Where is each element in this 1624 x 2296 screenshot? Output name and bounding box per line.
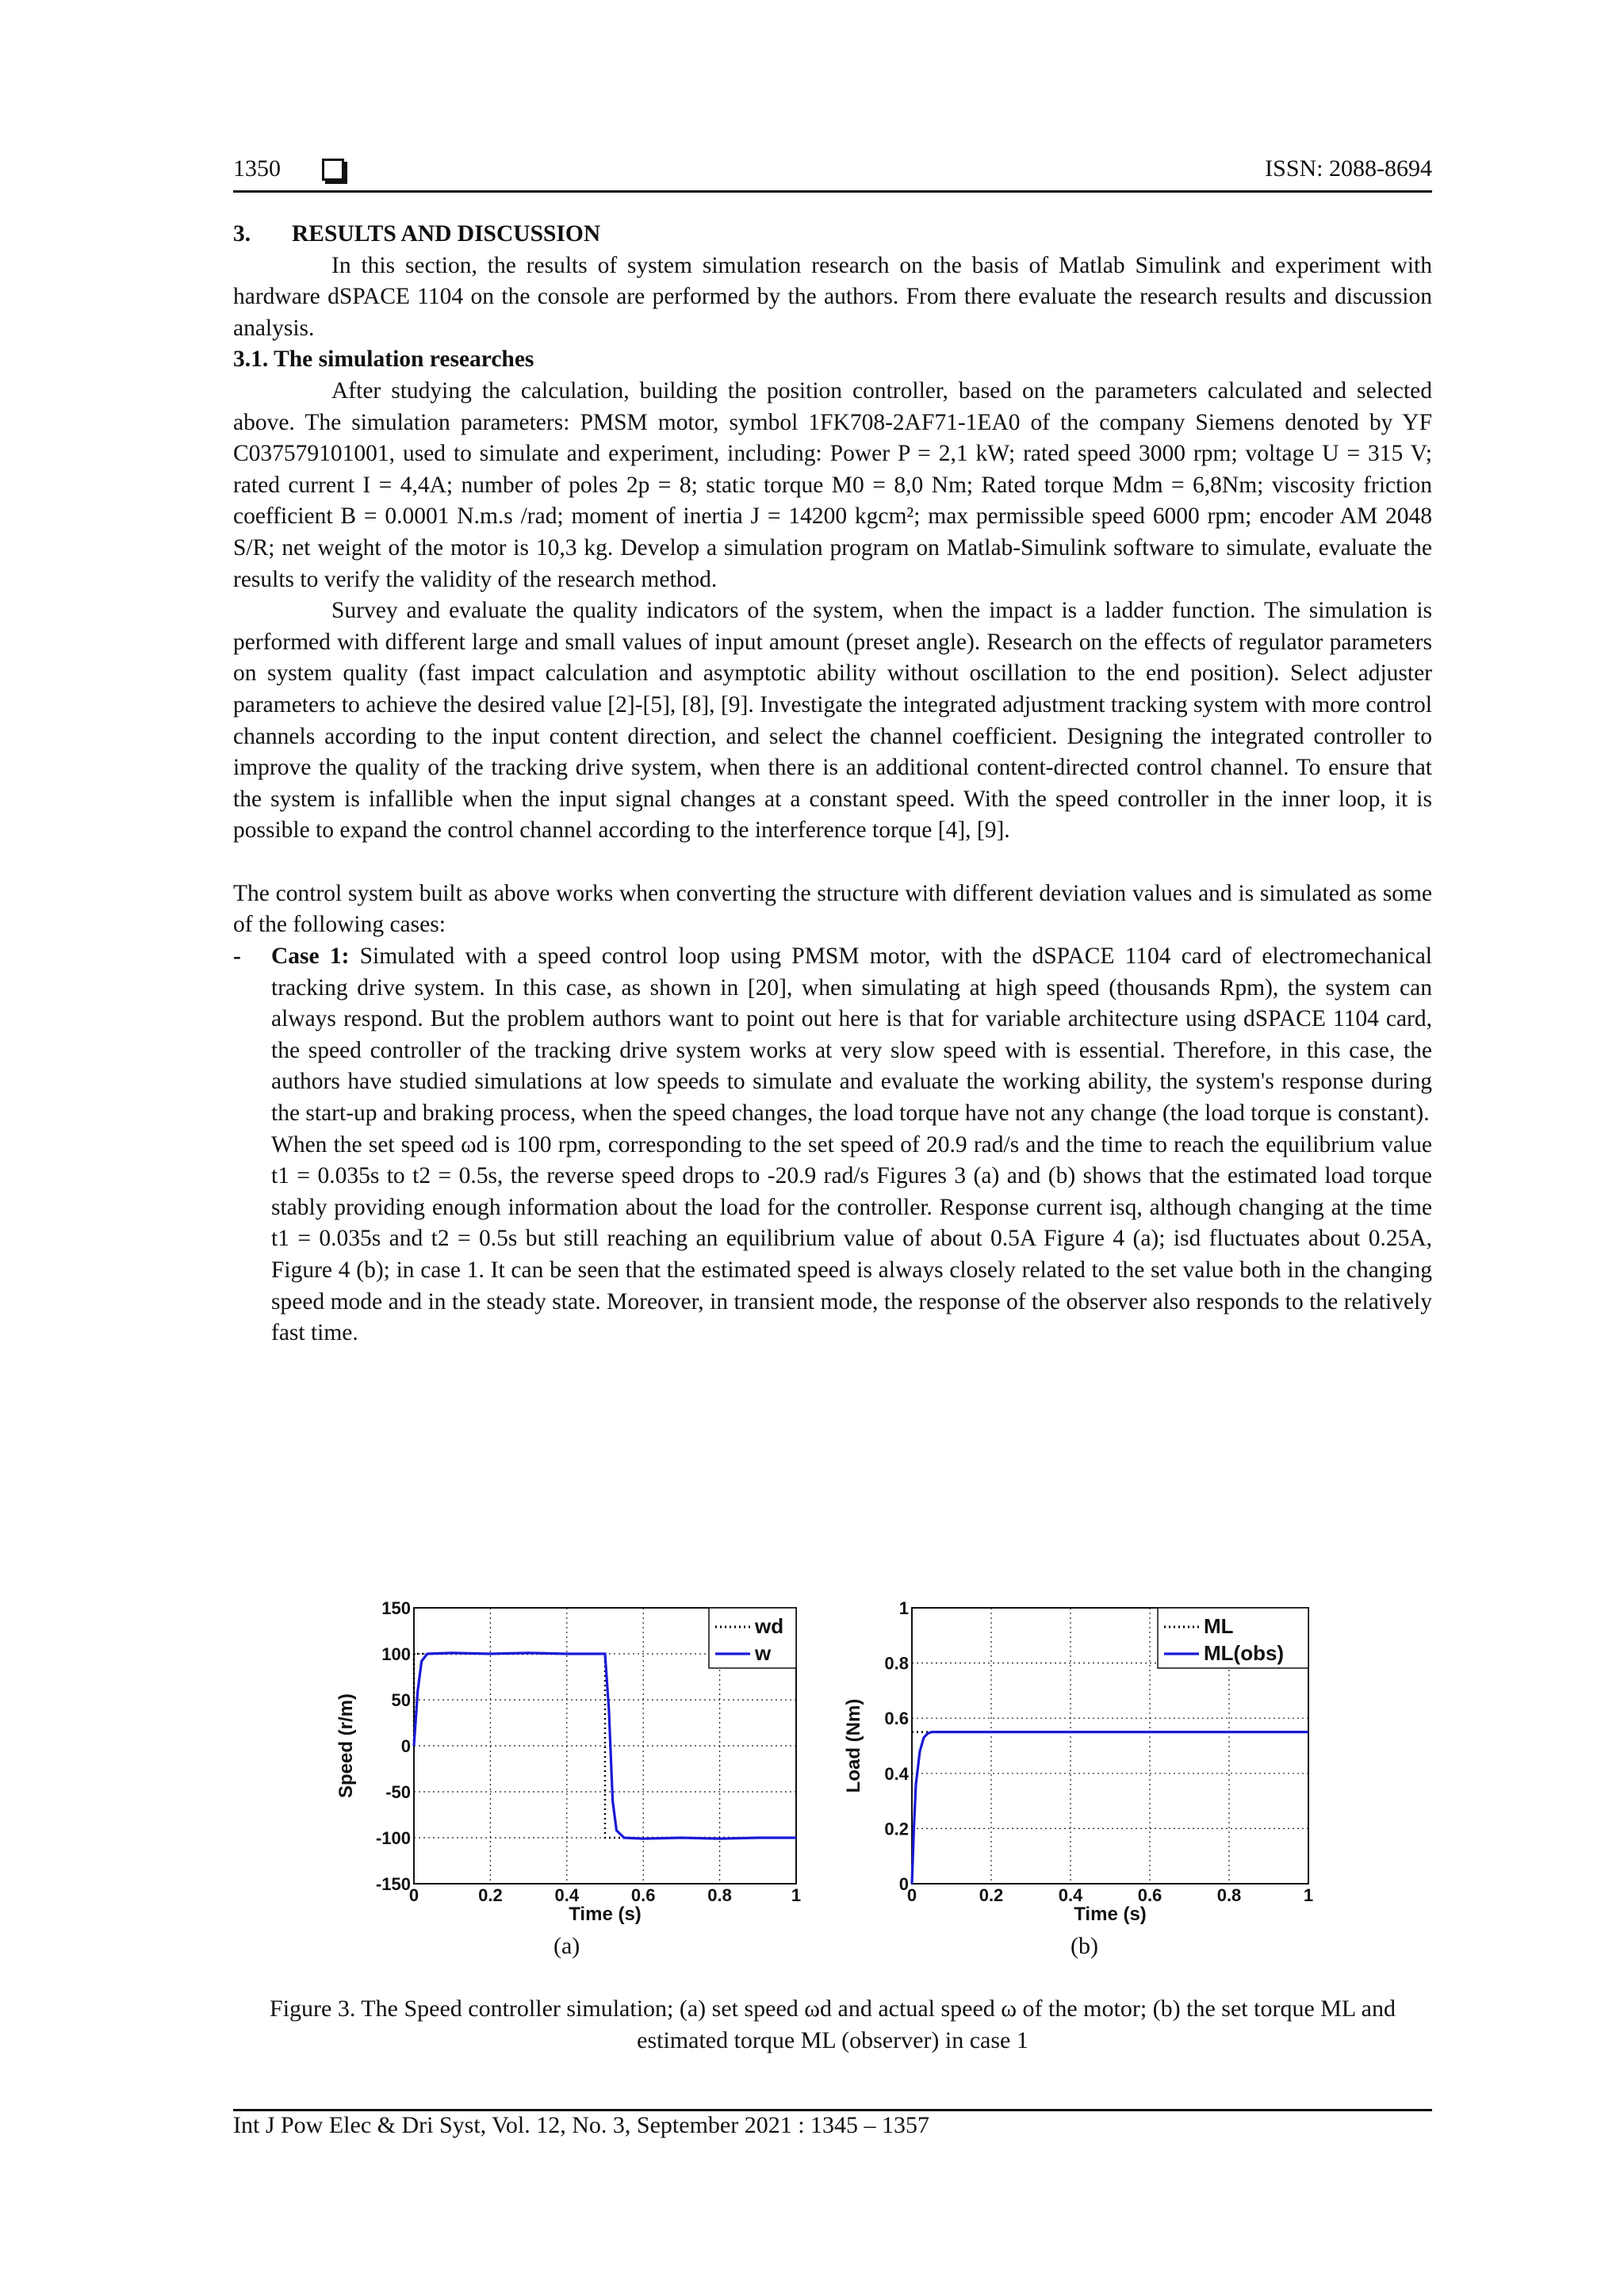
subsection-number: 3.1. (233, 346, 269, 373)
y-tick-label: 50 (391, 1690, 411, 1710)
y-tick-label: 0.4 (884, 1763, 909, 1784)
case-1-item (233, 941, 1432, 1349)
case-1-results: When the set speed ωd is 100 rpm, corresponding to the set speed of 20.9 rad/s and the time to reach the equilibrium value t1 = 0.035s to t2 = 0.5s, the reverse speed drops to -20.9 rad/s Figures 3 (a) and (b) shows that the estimated load torque stably providing enough information about the load for the controller. Response current isq, although changing at the time t1 = 0.035s and t2 = 0.5s but still reaching an equilibrium value of about 0.5A Figure 4 (a); isd fluctuates about 0.25A, Figure 4 (b); in case 1. It can be seen that the estimated speed is always closely related to the set value both in the changing speed mode and in the steady state. Moreover, in transient mode, the response of the observer also responds to the relatively fast time. (271, 1131, 1432, 1346)
x-tick-label: 0.8 (1216, 1885, 1242, 1905)
x-axis-label: Time (s) (569, 1904, 642, 1925)
x-tick-label: 0.2 (478, 1885, 503, 1905)
y-tick-label: -150 (375, 1874, 411, 1894)
x-tick-label: 0 (906, 1885, 917, 1905)
section-title: RESULTS AND DISCUSSION (292, 221, 601, 247)
y-axis-label: Load (Nm) (843, 1698, 864, 1793)
legend-entry: ML(obs) (1204, 1641, 1285, 1665)
x-tick-label: 0.6 (1137, 1885, 1162, 1905)
case-1-label: Case 1: (271, 943, 350, 970)
y-tick-label: 100 (381, 1644, 411, 1664)
legend-entry: ML (1204, 1614, 1234, 1638)
case-1-text (271, 941, 1432, 1130)
y-tick-label: 0.8 (884, 1653, 909, 1674)
y-tick-label: 150 (381, 1598, 411, 1618)
subsection-heading (233, 344, 1432, 376)
section-heading (233, 219, 1432, 251)
y-axis-label: Speed (r/m) (335, 1693, 357, 1799)
box-icon (322, 159, 344, 181)
footer-rule (233, 2109, 1432, 2111)
y-tick-label: 1 (898, 1598, 909, 1618)
issn: ISSN: 2088-8694 (1265, 155, 1432, 182)
y-tick-label: 0.2 (884, 1819, 909, 1839)
figure-caption: Figure 3. The Speed controller simulation; (a) set speed ωd and actual speed ω of the motor; (b) the set torque ML and estimated torque ML (observer) in case 1 (270, 1996, 1396, 2053)
chart-load (833, 1595, 1324, 1928)
y-tick-label: 0 (898, 1874, 909, 1894)
section-number: 3. (233, 221, 251, 247)
series-line-mlobs (912, 1732, 1308, 1884)
figure-label-a: (a) (553, 1933, 580, 1959)
page-number: 1350 (233, 155, 281, 182)
paragraph-survey: Survey and evaluate the quality indicators of the system, when the impact is a ladder function. The simulation is performed with different large and small values of input amount (preset angle). Research on the effects of regulator parameters on system quality (fast impact calculation and asymptotic ability without oscillation to the end position). Select adjuster parameters to achieve the desired value [2]-[5], [8], [9]. Investigate the integrated adjustment tracking system with more control channels according to the input content direction, and select the channel coefficient. Designing the integrated controller to improve the quality of the tracking drive system, when there is an additional content-directed control channel. To ensure that the system is infallible when the input signal changes at a constant speed. With the speed controller in the inner loop, it is possible to expand the control channel according to the interference torque [4], [9]. (233, 598, 1432, 844)
case-1-description: Simulated with a speed control loop using PMSM motor, with the dSPACE 1104 card of electromechanical tracking drive system. In this case, as shown in [20], when simulating at high speed (thousands Rpm), the system can always respond. But the problem authors want to point out here is that for variable architecture using dSPACE 1104 card, the speed controller of the tracking drive system works at very slow speed with is essential. Therefore, in this case, the authors have studied simulations at low speeds to simulate and evaluate the working ability, the system's response during the start-up and braking process, when the speed changes, the load torque have not any change (the load torque is constant). (271, 943, 1432, 1127)
legend-entry: wd (755, 1614, 784, 1638)
x-tick-label: 0.2 (979, 1885, 1004, 1905)
section-intro: In this section, the results of system simulation research on the basis of Matlab Simulink and experiment with hardware dSPACE 1104 on the console are performed by the authors. From there evaluate the research results and discussion analysis. (233, 252, 1432, 341)
legend-entry: w (755, 1641, 772, 1665)
x-tick-label: 0.6 (630, 1885, 656, 1905)
y-tick-label: 0 (400, 1736, 411, 1756)
running-footer: Int J Pow Elec & Dri Syst, Vol. 12, No. 3, September 2021 : 1345 – 1357 (233, 2112, 930, 2138)
chart-speed (325, 1595, 802, 1928)
y-tick-label: -100 (375, 1828, 411, 1848)
subsection-title: The simulation researches (274, 346, 534, 373)
x-tick-label: 1 (1303, 1885, 1314, 1905)
running-header (233, 155, 1432, 192)
y-tick-label: -50 (385, 1782, 411, 1802)
x-tick-label: 0.4 (554, 1885, 580, 1905)
y-tick-label: 0.6 (884, 1709, 909, 1729)
x-tick-label: 1 (791, 1885, 802, 1905)
header-rule (233, 190, 1432, 193)
x-axis-label: Time (s) (1074, 1904, 1147, 1925)
x-tick-label: 0.8 (707, 1885, 732, 1905)
x-tick-label: 0 (408, 1885, 419, 1905)
paragraph-parameters: After studying the calculation, building the position controller, based on the parameters calculated and selected above. The simulation parameters: PMSM motor, symbol 1FK708-2AF71-1EA0 of the company Siemens denoted by YF C037579101001, used to simulate and experiment, including: Power P = 2,1 kW; rated speed 3000 rpm; voltage U = 315 V; rated current I = 4,4A; number of poles 2p = 8; static torque M0 = 8,0 Nm; Rated torque Mdm = 6,8Nm; viscosity friction coefficient B = 0.0001 N.m.s /rad; moment of inertia J = 14200 kgcm²; max permissible speed 6000 rpm; encoder AM 2048 S/R; net weight of the motor is 10,3 kg. Develop a simulation program on Matlab-Simulink software to simulate, evaluate the results to verify the validity of the research method. (233, 377, 1432, 592)
bullet-dash: - (233, 943, 241, 970)
x-tick-label: 0.4 (1058, 1885, 1083, 1905)
paragraph-cases-intro: The control system built as above works when converting the structure with different deviation values and is simulated as some of the following cases: (233, 880, 1432, 938)
figure-3 (325, 1595, 1332, 1968)
figure-label-b: (b) (1071, 1933, 1098, 1959)
body-text (233, 219, 1432, 1349)
